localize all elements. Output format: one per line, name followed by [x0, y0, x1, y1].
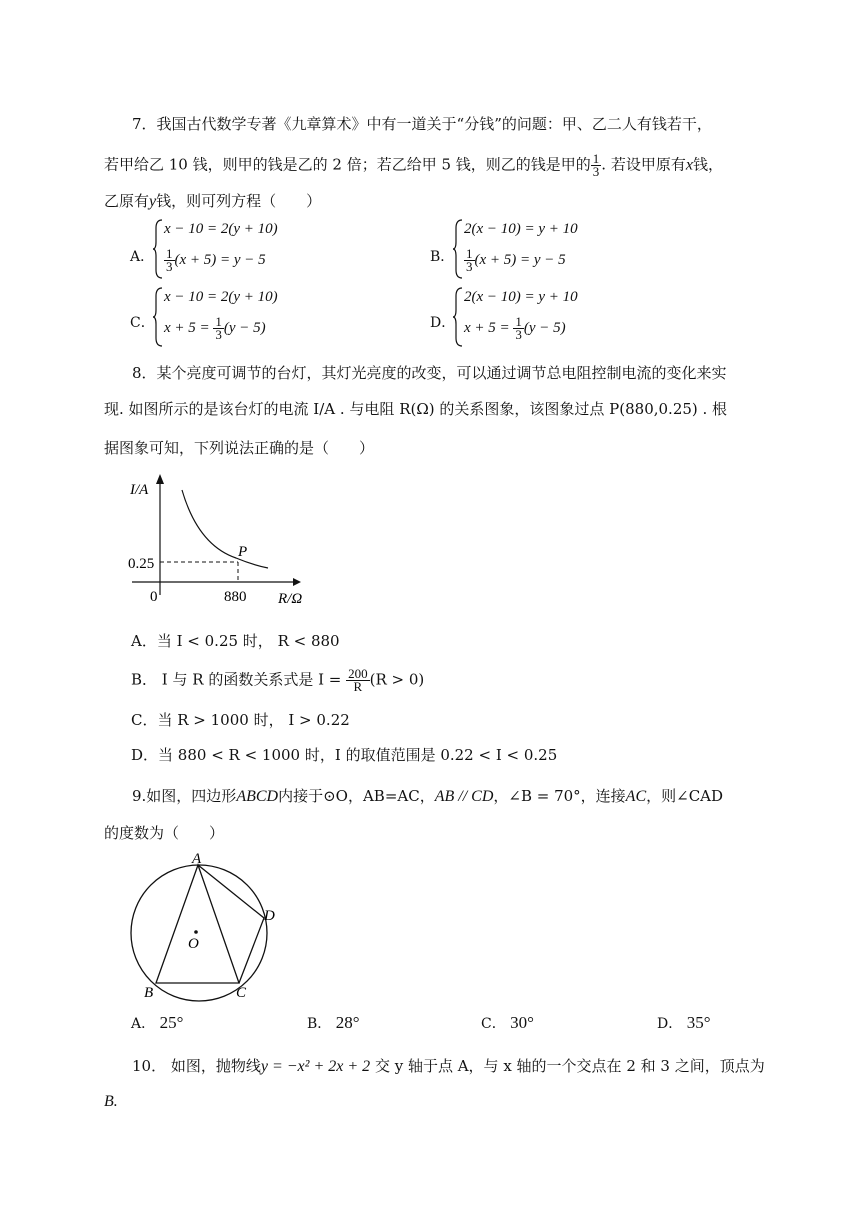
x-tick-label: 880 [224, 589, 247, 605]
x-axis-arrow-icon [293, 578, 301, 586]
circle-o [131, 865, 267, 1001]
triangle-abc [156, 865, 239, 983]
q7-option-d-system [452, 286, 622, 348]
center-point [194, 930, 198, 934]
brace-icon [452, 218, 464, 280]
brace-icon [152, 286, 164, 348]
q7-option-c-label: C． [130, 315, 155, 331]
q8-option-d: D．当 880 < R < 1000 时，I 的取值范围是 0.22 < I < 0.25 [131, 746, 558, 764]
q7-c-eq1: x − 10 = 2(y + 10) [164, 289, 278, 305]
label-c: C [236, 985, 247, 1001]
q8-line-2: 现. 如图所示的是该台灯的电流 I/A . 与电阻 R(Ω) 的关系图象，该图象过点 P(880,0.25) . 根 [104, 400, 728, 418]
q9-line-2: 的度数为（ ） [104, 824, 225, 842]
q7-var-x: x [685, 156, 693, 174]
q7-b-eq1: 2(x − 10) = y + 10 [464, 221, 578, 237]
q7-line-3: 乙原有y钱，则可列方程（ ） [104, 192, 322, 210]
q7-fraction: $\frac{1}{3}$ [592, 151, 600, 179]
q8-line-3: 据图象可知，下列说法正确的是（ ） [104, 439, 375, 457]
q7-a-eq1: x − 10 = 2(y + 10) [164, 221, 278, 237]
y-axis-label: I/A [130, 482, 149, 498]
q7-option-a-label: A． [130, 249, 155, 265]
q10-line-2: B. [104, 1093, 118, 1110]
brace-icon [152, 218, 164, 280]
label-b: B [144, 985, 154, 1001]
label-a: A [192, 851, 202, 867]
q10-line-1: 10． 如图，抛物线y = −x² + 2x + 2 交 y 轴于点 A，与 x 轴的一个交点在 2 和 3 之间，顶点为 [132, 1057, 765, 1075]
q7-b-eq2: $\frac{1}{3}$ (x + 5) = y − 5 [466, 246, 566, 274]
q7-line-2: 若甲给乙 10 钱，则甲的钱是乙的 2 倍；若乙给甲 5 钱，则乙的钱是甲的 $\frac{1}{3}$ . 若设甲原有x钱， [104, 151, 723, 179]
q9-option-b: B． 28° [307, 1013, 360, 1032]
q7-option-d-label: D． [430, 315, 456, 331]
q7-var-y: y [149, 193, 157, 210]
q9-option-a: A． 25° [131, 1013, 184, 1032]
x-axis-label: R/Ω [278, 591, 303, 607]
q7-d-eq2: x + 5 = $\frac{1}{3}$ (y − 5) [464, 314, 566, 342]
q8-line-1: 8．某个亮度可调节的台灯，其灯光亮度的改变，可以通过调节总电阻控制电流的变化来实 [132, 364, 727, 382]
point-p-label: P [238, 544, 248, 560]
q8-option-c: C．当 R > 1000 时， I > 0.22 [131, 711, 350, 729]
q7-line-2-text: 若甲给乙 10 钱，则甲的钱是乙的 2 倍；若乙给甲 5 钱，则乙的钱是甲的 [104, 155, 591, 174]
q8-option-a: A．当 I < 0.25 时， R < 880 [131, 632, 340, 650]
q8-graph [118, 470, 328, 610]
q9-option-c: C． 30° [481, 1013, 534, 1032]
q8-option-b: B． I 与 R 的函数关系式是 I = $\frac{200}{R}$ (R > 0) [131, 666, 425, 694]
q9-figure [122, 848, 292, 1003]
q7-c-eq2: x + 5 = $\frac{1}{3}$ (y − 5) [164, 314, 266, 342]
y-tick-label: 0.25 [128, 556, 155, 572]
segments-ad-dc [198, 865, 264, 983]
label-o: O [188, 936, 199, 952]
q7-option-b-label: B． [430, 249, 455, 265]
y-axis-arrow-icon [156, 474, 164, 484]
label-d: D [264, 908, 275, 924]
q8-b-fraction: $\frac{200}{R}$ [348, 666, 368, 694]
hyperbola-curve [182, 490, 268, 568]
origin-label: 0 [150, 589, 158, 605]
q7-option-a-system [152, 218, 312, 280]
q9-line-1: 9.如图，四边形ABCD内接于⊙O，AB=AC，AB // CD，∠B = 70°，连接AC，则∠CAD [132, 787, 724, 805]
q10-equation: y = −x² + 2x + 2 [260, 1058, 371, 1075]
q7-d-eq1: 2(x − 10) = y + 10 [464, 289, 578, 305]
q9-option-d: D． 35° [657, 1013, 711, 1032]
q7-a-eq2: $\frac{1}{3}$ (x + 5) = y − 5 [166, 246, 266, 274]
q7-line-1: 7．我国古代数学专著《九章算术》中有一道关于“分钱”的问题：甲、乙二人有钱若干， [132, 115, 712, 133]
q7-option-c-system [152, 286, 322, 348]
brace-icon [452, 286, 464, 348]
q7-option-b-system [452, 218, 612, 280]
